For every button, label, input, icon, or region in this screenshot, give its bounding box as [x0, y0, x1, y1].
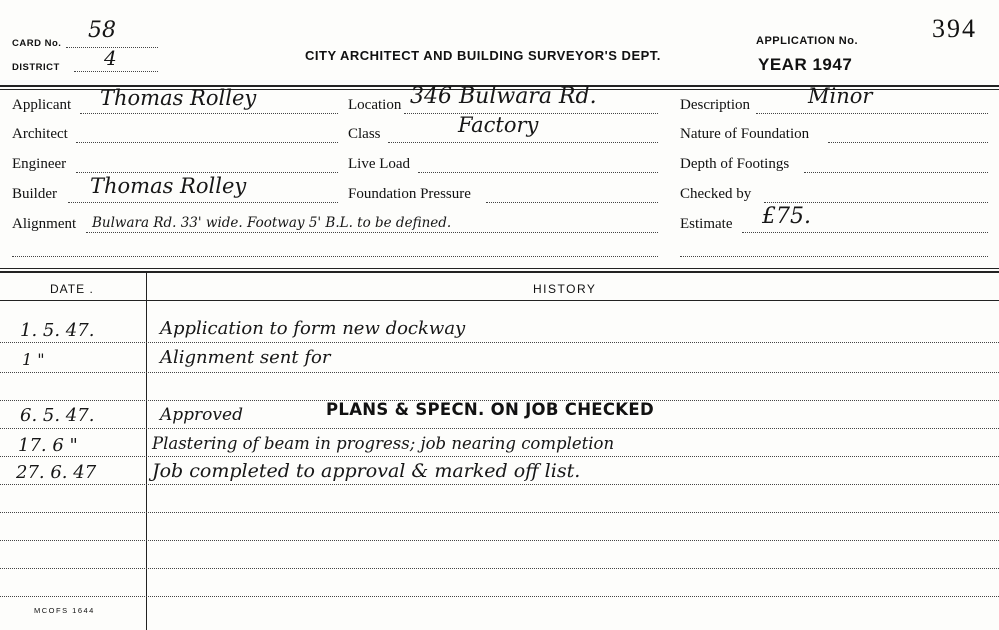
- class-value: Factory: [458, 113, 539, 137]
- alignment-value: Bulwara Rd. 33' wide. Footway 5' B.L. to be defined.: [92, 215, 452, 231]
- history-entry: Job completed to approval & marked off list.: [152, 460, 581, 482]
- description-label: Description: [680, 97, 750, 113]
- history-date: 1 ": [22, 350, 45, 369]
- foundation-pressure-label: Foundation Pressure: [348, 186, 471, 202]
- depth-of-footings-label: Depth of Footings: [680, 156, 790, 172]
- card-no-label: CARD No.: [12, 38, 62, 49]
- application-label: APPLICATION No.: [756, 35, 859, 47]
- checked-stamp: PLANS & SPECN. ON JOB CHECKED: [326, 400, 654, 419]
- application-number: 394: [932, 14, 977, 43]
- alignment-label: Alignment: [12, 216, 77, 232]
- department-title: CITY ARCHITECT AND BUILDING SURVEYOR'S DEPT.: [305, 48, 661, 63]
- builder-value: Thomas Rolley: [90, 174, 247, 198]
- history-entry: Approved: [160, 405, 243, 425]
- applicant-value: Thomas Rolley: [100, 86, 257, 110]
- date-column-header: DATE .: [50, 282, 94, 296]
- description-value: Minor: [808, 84, 873, 108]
- estimate-label: Estimate: [680, 216, 733, 232]
- builder-label: Builder: [12, 186, 57, 202]
- history-entry: Alignment sent for: [160, 347, 331, 368]
- history-date: 6. 5. 47.: [20, 405, 95, 426]
- history-entry: Plastering of beam in progress; job nearing completion: [152, 434, 615, 453]
- history-date: 1. 5. 47.: [20, 320, 95, 341]
- history-date: 17. 6 ": [18, 435, 78, 456]
- card-no-value: 58: [88, 18, 116, 43]
- applicant-label: Applicant: [12, 97, 72, 113]
- form-code: MCOFS 1644: [34, 606, 95, 615]
- district-value: 4: [104, 46, 117, 70]
- engineer-label: Engineer: [12, 156, 67, 172]
- location-value: 346 Bulwara Rd.: [410, 84, 597, 109]
- estimate-value: £75.: [762, 204, 811, 229]
- district-label: DISTRICT: [12, 62, 60, 73]
- history-entry: Application to form new dockway: [160, 318, 466, 339]
- year-label: YEAR 1947: [758, 55, 853, 74]
- class-label: Class: [348, 126, 381, 142]
- architect-label: Architect: [12, 126, 68, 142]
- nature-of-foundation-label: Nature of Foundation: [680, 126, 810, 142]
- live-load-label: Live Load: [348, 156, 411, 172]
- location-label: Location: [348, 97, 402, 113]
- checked-by-label: Checked by: [680, 186, 752, 202]
- history-date: 27. 6. 47: [16, 462, 97, 483]
- history-column-header: HISTORY: [533, 282, 597, 296]
